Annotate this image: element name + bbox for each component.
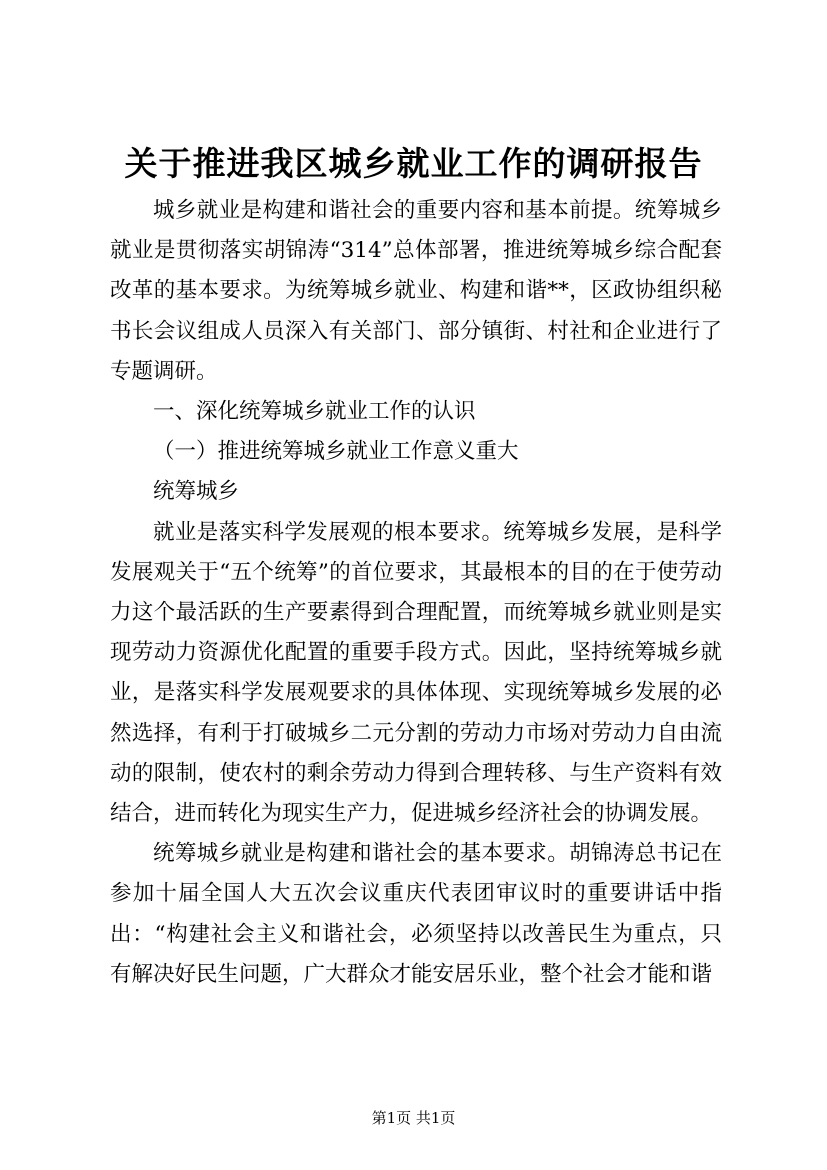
paragraph-intro: 城乡就业是构建和谐社会的重要内容和基本前提。统筹城乡就业是贯彻落实胡锦涛“314”总体部署，推进统筹城乡综合配套改革的基本要求。为统筹城乡就业、构建和谐**，区政协组织秘书长会议组成人员深入有关部门、部分镇街、村社和企业进行了专题调研。 xyxy=(110,198,722,384)
document-title: 关于推进我区城乡就业工作的调研报告 xyxy=(124,144,703,183)
paragraph-scientific-development: 就业是落实科学发展观的根本要求。统筹城乡发展，是科学发展观关于“五个统筹”的首位要求，其最根本的目的在于使劳动力这个最活跃的生产要素得到合理配置，而统筹城乡就业则是实现劳动力资源优化配置的重要手段方式。因此，坚持统筹城乡就业，是落实科学发展观要求的具体体现、实现统筹城乡发展的必然选择，有利于打破城乡二元分割的劳动力市场对劳动力自由流动的限制，使农村的剩余劳动力得到合理转移、与生产资料有效结合，进而转化为现实生产力，促进城乡经济社会的协调发展。 xyxy=(110,519,722,827)
paragraph-harmonious-society: 统筹城乡就业是构建和谐社会的基本要求。胡锦涛总书记在参加十届全国人大五次会议重庆代表团审议时的重要讲话中指出：“构建社会主义和谐社会，必须坚持以改善民生为重点，只有解决好民生问题，广大群众才能安居乐业，整个社会才能和谐 xyxy=(110,841,722,987)
paragraph-fragment: 统筹城乡 xyxy=(153,479,240,505)
page-footer: 第1页 共1页 xyxy=(371,1109,456,1127)
subsection-heading-1: （一）推进统筹城乡就业工作意义重大 xyxy=(153,439,519,465)
document-body xyxy=(110,191,722,995)
section-heading-1: 一、深化统筹城乡就业工作的认识 xyxy=(153,399,476,425)
